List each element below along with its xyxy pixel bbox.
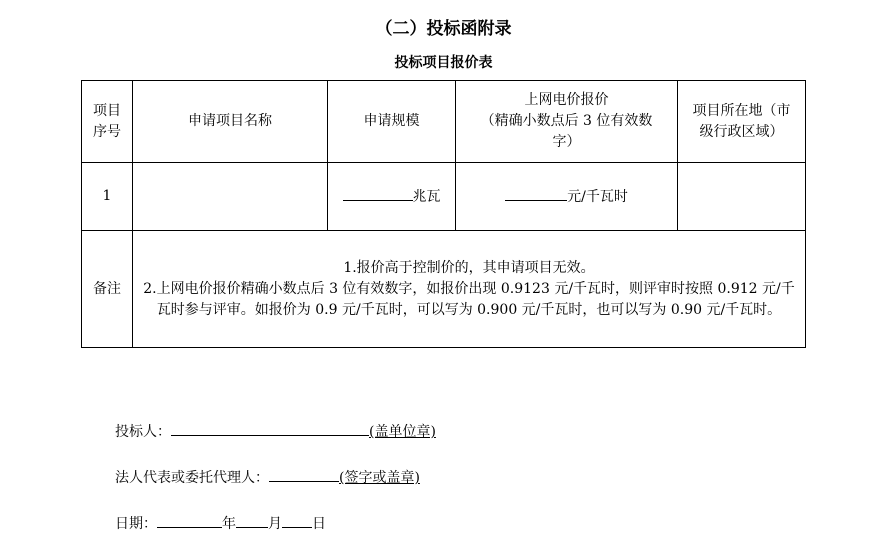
header-location-line2: 级行政区域） [699,123,784,140]
table-title: 投标项目报价表 [394,55,493,71]
table-row [82,163,806,231]
row-scale-field[interactable] [328,163,456,231]
header-seq-line1: 项目 [93,102,121,119]
bidder-label: 投标人： [115,424,171,440]
notes-row [82,231,806,348]
table-header-row [82,81,806,163]
month-blank[interactable] [236,513,268,528]
header-price [456,81,678,163]
header-seq-line2: 序号 [93,123,121,140]
bidder-signature-line [115,421,436,441]
notes-label: 备注 [82,231,133,348]
day-label: 日 [312,516,326,532]
month-label: 月 [268,516,282,532]
header-location-line1: 项目所在地（市 [692,102,791,119]
header-scale: 申请规模 [328,81,456,163]
header-project-name: 申请项目名称 [133,81,328,163]
header-seq [82,81,133,163]
header-price-line1: 上网电价报价 [524,92,609,108]
row-location-field[interactable] [678,163,806,231]
note-item-1: 1.报价高于控制价的，其申请项目无效。 [343,259,595,276]
bidder-hint: (盖单位章) [369,424,436,440]
header-price-line3: 字） [552,134,581,150]
row-project-name-field[interactable] [133,163,328,231]
note-item-2: 2.上网电价报价精确小数点后 3 位有效数字，如报价出现 0.9123 元/千瓦时，则评审时按照 0.912 元/千瓦时参与评审。如报价为 0.9 元/千瓦时，可以写为 0.900 元/千瓦时，也可以写为 0.90 元/千瓦时。 [143,280,795,318]
legal-rep-label: 法人代表或委托代理人： [115,470,269,486]
scale-blank-line[interactable] [343,186,413,201]
bid-price-table [81,80,806,348]
bidder-blank[interactable] [171,421,369,436]
legal-rep-hint: (签字或盖章) [339,470,420,486]
year-blank[interactable] [157,513,222,528]
row-seq: 1 [82,163,133,231]
price-blank-line[interactable] [505,186,567,201]
day-blank[interactable] [282,513,312,528]
header-location [678,81,806,163]
row-price-field[interactable] [456,163,678,231]
price-unit: 元/千瓦时 [567,188,628,205]
scale-unit: 兆瓦 [412,188,441,205]
date-label: 日期： [115,516,157,532]
legal-rep-signature-line [115,467,420,487]
year-label: 年 [222,516,236,532]
legal-rep-blank[interactable] [269,467,339,482]
header-price-line2: （精确小数点后 3 位有效数 [480,113,653,129]
date-line [115,513,326,533]
notes-content [133,231,806,348]
document-title: （二）投标函附录 [375,19,512,39]
